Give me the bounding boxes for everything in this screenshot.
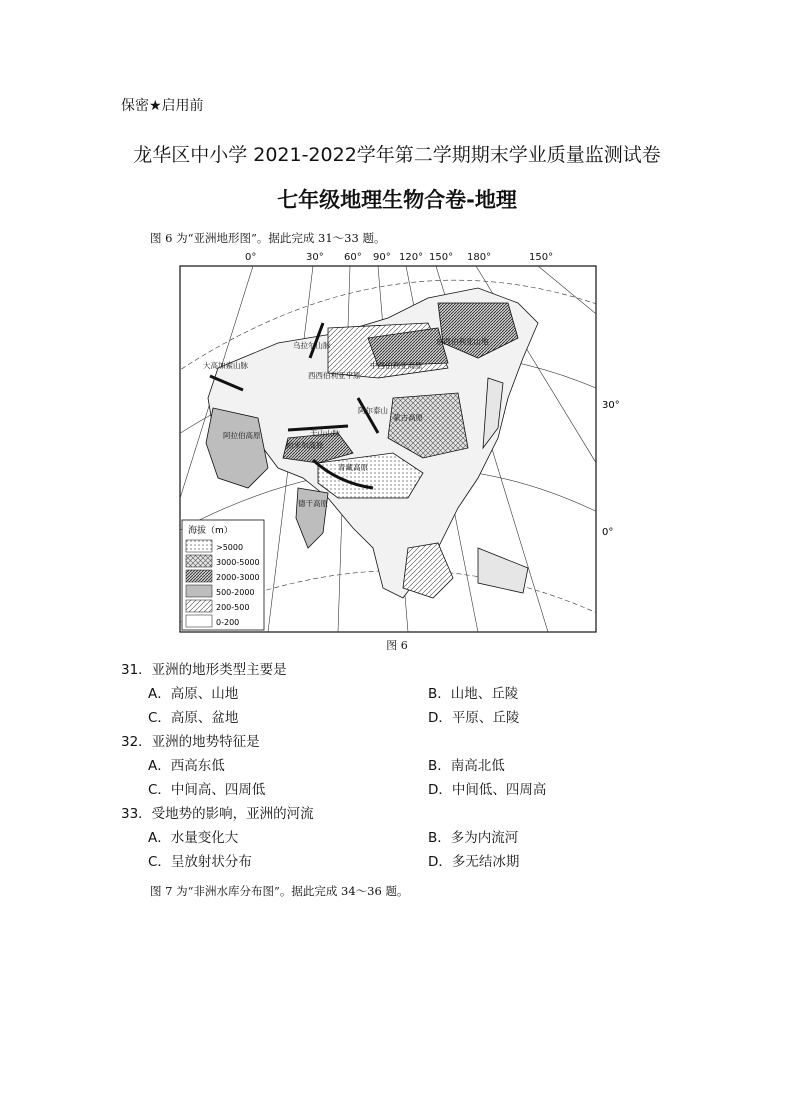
label-mongolia: 蒙古高原	[393, 413, 423, 422]
question-31-stem: 31．亚洲的地形类型主要是	[121, 662, 287, 678]
legend	[182, 520, 264, 630]
legend-item: >5000	[216, 543, 244, 552]
label-deccan: 德干高原	[298, 499, 328, 508]
figure6-intro: 图 6 为“亚洲地形图”。据此完成 31～33 题。	[150, 231, 386, 245]
q32-option-c: C．中间高、四周低	[148, 782, 266, 798]
legend-item: 500-2000	[216, 588, 255, 597]
legend-item: 3000-5000	[216, 558, 260, 567]
q33-option-b: B．多为内流河	[428, 830, 519, 846]
q32-option-d: D．中间低、四周高	[428, 782, 547, 798]
svg-text:60°: 60°	[344, 252, 362, 263]
label-tianshan: 天山山脉	[310, 429, 340, 438]
svg-text:120°: 120°	[399, 252, 424, 263]
asia-terrain-map	[178, 248, 620, 634]
label-pamir: 帕米尔高原	[286, 441, 324, 450]
exam-title: 龙华区中小学 2021-2022学年第二学期期末学业质量监测试卷	[133, 144, 661, 166]
longitude-labels	[245, 252, 553, 263]
legend-item: 0-200	[216, 618, 240, 627]
q31-option-c: C．高原、盆地	[148, 710, 239, 726]
label-east-siberia: 东西伯利亚山地	[436, 337, 489, 346]
q32-option-b: B．南高北低	[428, 758, 505, 774]
label-west-siberia: 西西伯利亚平原	[308, 371, 361, 380]
lat-30-label: 30°	[602, 400, 620, 411]
legend-item: 2000-3000	[216, 573, 260, 582]
question-32-stem: 32．亚洲的地势特征是	[121, 734, 260, 750]
svg-text:150°: 150°	[529, 252, 554, 263]
label-caucasus: 大高加索山脉	[203, 361, 248, 370]
svg-text:90°: 90°	[373, 252, 391, 263]
q32-option-a: A．西高东低	[148, 758, 225, 774]
confidential-label: 保密★启用前	[121, 98, 204, 114]
label-tibet: 青藏高原	[338, 463, 368, 472]
label-ural: 乌拉尔山脉	[293, 341, 331, 350]
figure7-intro: 图 7 为“非洲水库分布图”。据此完成 34～36 题。	[150, 884, 409, 898]
figure-caption: 图 6	[386, 639, 408, 652]
legend-item: 200-500	[216, 603, 250, 612]
q31-option-d: D．平原、丘陵	[428, 710, 520, 726]
q31-option-a: A．高原、山地	[148, 686, 239, 702]
legend-title: 海拔（m）	[188, 526, 233, 536]
label-central-siberia: 中西伯利亚高原	[370, 361, 423, 370]
q31-option-b: B．山地、丘陵	[428, 686, 519, 702]
q33-option-d: D．多无结冰期	[428, 854, 520, 870]
label-altai: 阿尔泰山	[358, 406, 388, 415]
q33-option-c: C．呈放射状分布	[148, 854, 252, 870]
lat-0-label: 0°	[602, 527, 614, 538]
exam-subtitle: 七年级地理生物合卷-地理	[277, 188, 517, 212]
question-33-stem: 33．受地势的影响，亚洲的河流	[121, 806, 314, 822]
svg-text:0°: 0°	[245, 252, 257, 263]
svg-text:30°: 30°	[306, 252, 324, 263]
svg-text:150°: 150°	[429, 252, 454, 263]
label-arabia: 阿拉伯高原	[223, 431, 261, 440]
q33-option-a: A．水量变化大	[148, 830, 239, 846]
svg-text:180°: 180°	[467, 252, 492, 263]
